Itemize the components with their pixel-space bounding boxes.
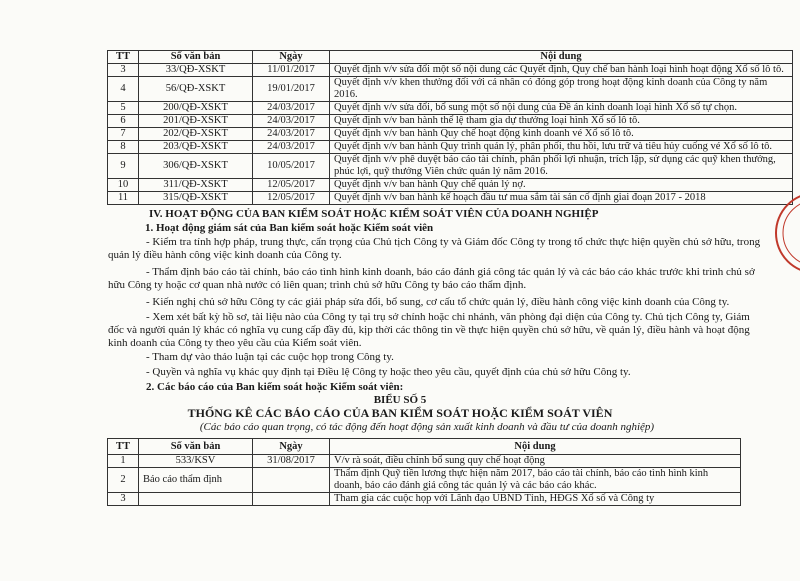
cell-tt: 8: [108, 141, 139, 154]
cell-doc-number: [139, 493, 253, 506]
cell-doc-number: 306/QĐ-XSKT: [139, 154, 253, 179]
seal-ring: [776, 193, 800, 273]
cell-doc-number: 203/QĐ-XSKT: [139, 141, 253, 154]
table-header-row: [108, 51, 793, 64]
header-content: Nội dung: [330, 51, 793, 64]
header-doc-number: Số văn bản: [139, 439, 253, 455]
header-date: Ngày: [253, 439, 330, 455]
cell-content: Quyết định v/v ban hành Quy chế hoạt động kinh doanh vé Xổ số lô tô.: [330, 128, 793, 141]
cell-doc-number: 200/QĐ-XSKT: [139, 102, 253, 115]
cell-doc-number: 311/QĐ-XSKT: [139, 179, 253, 192]
cell-tt: 3: [108, 64, 139, 77]
cell-doc-number: 315/QĐ-XSKT: [139, 192, 253, 205]
table-row: [108, 128, 793, 141]
table-row: [108, 179, 793, 192]
cell-date: 12/05/2017: [253, 179, 330, 192]
decisions-table: [107, 50, 793, 205]
cell-tt: 10: [108, 179, 139, 192]
cell-tt: 11: [108, 192, 139, 205]
cell-tt: 9: [108, 154, 139, 179]
cell-doc-number: 533/KSV: [139, 455, 253, 468]
cell-content: Tham gia các cuộc họp với Lãnh đạo UBND Tỉnh, HĐGS Xổ số và Công ty: [330, 493, 741, 506]
cell-date: [253, 468, 330, 493]
cell-date: 24/03/2017: [253, 102, 330, 115]
reports-table: [107, 438, 741, 506]
cell-content: V/v rà soát, điều chỉnh bổ sung quy chế hoạt động: [330, 455, 741, 468]
header-doc-number: Số văn bản: [139, 51, 253, 64]
report-note: (Các báo cáo quan trọng, có tác động đến hoạt động sản xuất kinh doanh và đầu tư của doanh nghiệp): [199, 421, 655, 433]
cell-content: Quyết định v/v ban hành kế hoạch đầu tư mua sắm tài sản cố định giai đoạn 2017 - 2018: [330, 192, 793, 205]
table-header-row: [108, 439, 741, 455]
table-row: [108, 468, 741, 493]
header-date: Ngày: [253, 51, 330, 64]
cell-doc-number: Báo cáo thẩm định: [139, 468, 253, 493]
paragraph-3: - Kiến nghị chủ sở hữu Công ty các giải pháp sửa đổi, bổ sung, cơ cấu tổ chức quản lý, điều hành công việc kinh doanh của Công ty.: [146, 296, 730, 308]
table-row: [108, 102, 793, 115]
table-row: [108, 77, 793, 102]
cell-tt: 4: [108, 77, 139, 102]
cell-content: Quyết định v/v khen thưởng đối với cá nhân có đóng góp trong hoạt động kinh doanh của Công ty năm 2016.: [330, 77, 793, 102]
paragraph-1: - Kiểm tra tính hợp pháp, trung thực, cẩn trọng của Chủ tịch Công ty và Giám đốc Công ty trong tổ chức thực hiện quyền chủ sở hữu, trong quản lý điều hành công việc kinh doanh của Công ty.: [108, 236, 761, 261]
header-tt: TT: [108, 51, 139, 64]
cell-content: Quyết định v/v ban hành thể lệ tham gia dự thưởng loại hình Xổ số lô tô.: [330, 115, 793, 128]
table-row: [108, 192, 793, 205]
cell-doc-number: 202/QĐ-XSKT: [139, 128, 253, 141]
paragraph-4: - Xem xét bất kỳ hồ sơ, tài liệu nào của Công ty tại trụ sở chính hoặc chi nhánh, văn phòng đại diện của Công ty. Chủ tịch Công ty, Giám đốc và người quản lý khác có nghĩa vụ cung cấp đầy đủ, kịp thời các thông tin về thực hiện quyền chủ sở hữu, về quản lý, điều hành và hoạt động kinh doanh của Công ty theo yêu cầu của Kiểm soát viên.: [108, 311, 750, 349]
cell-tt: 1: [108, 455, 139, 468]
paragraph-2: - Thẩm định báo cáo tài chính, báo cáo tình hình kinh doanh, báo cáo đánh giá công tác quản lý và các báo cáo khác trước khi trình chủ sở hữu Công ty hoặc cơ quan nhà nước có liên quan; trình chủ sở hữu Công ty báo cáo thẩm định.: [108, 266, 755, 291]
table-row: [108, 455, 741, 468]
subsection-heading-2: 2. Các báo cáo của Ban kiểm soát hoặc Kiểm soát viên:: [146, 381, 404, 393]
cell-date: 24/03/2017: [253, 115, 330, 128]
cell-tt: 5: [108, 102, 139, 115]
cell-date: 24/03/2017: [253, 141, 330, 154]
cell-date: 31/08/2017: [253, 455, 330, 468]
report-title: THỐNG KÊ CÁC BÁO CÁO CỦA BAN KIỂM SOÁT HOẶC KIỂM SOÁT VIÊN: [187, 406, 613, 420]
cell-content: Quyết định v/v phê duyệt báo cáo tài chính, phân phối lợi nhuận, trích lập, sử dụng các quỹ khen thưởng, phúc lợi, quỹ thưởng Viên chức quản lý năm 2016.: [330, 154, 793, 179]
seal-inner-ring: [783, 200, 800, 266]
table-row: [108, 154, 793, 179]
cell-tt: 2: [108, 468, 139, 493]
cell-content: Quyết định v/v sửa đổi một số nội dung các Quyết định, Quy chế ban hành loại hình hoạt động Xổ số lô tô.: [330, 64, 793, 77]
subsection-heading-1: 1. Hoạt động giám sát của Ban kiểm soát hoặc Kiểm soát viên: [145, 222, 434, 234]
bieu-label: BIỂU SỐ 5: [373, 394, 427, 406]
cell-tt: 7: [108, 128, 139, 141]
table-row: [108, 141, 793, 154]
cell-doc-number: 33/QĐ-XSKT: [139, 64, 253, 77]
cell-date: 19/01/2017: [253, 77, 330, 102]
cell-tt: 3: [108, 493, 139, 506]
cell-tt: 6: [108, 115, 139, 128]
cell-content: Quyết định v/v ban hành Quy trình quản lý, phân phối, thu hồi, lưu trữ và tiêu hủy cuống vé Xổ số lô tô.: [330, 141, 793, 154]
cell-date: 12/05/2017: [253, 192, 330, 205]
cell-doc-number: 56/QĐ-XSKT: [139, 77, 253, 102]
paragraph-5: - Tham dự vào thảo luận tại các cuộc họp trong Công ty.: [146, 351, 394, 363]
paragraph-6: - Quyền và nghĩa vụ khác quy định tại Điều lệ Công ty hoặc theo yêu cầu, quyết định của chủ sở hữu Công ty.: [146, 366, 631, 378]
cell-content: Quyết định v/v sửa đổi, bổ sung một số nội dung của Đề án kinh doanh loại hình Xổ số tự chọn.: [330, 102, 793, 115]
cell-content: Thẩm định Quỹ tiền lương thực hiện năm 2017, báo cáo tài chính, báo cáo tình hình kinh doanh, báo cáo đánh giá công tác quản lý và các báo cáo khác.: [330, 468, 741, 493]
cell-content: Quyết định v/v ban hành Quy chế quản lý nợ.: [330, 179, 793, 192]
cell-date: 11/01/2017: [253, 64, 330, 77]
header-tt: TT: [108, 439, 139, 455]
section-heading: IV. HOẠT ĐỘNG CỦA BAN KIỂM SOÁT HOẶC KIỂM SOÁT VIÊN CỦA DOANH NGHIỆP: [149, 208, 599, 220]
table-row: [108, 493, 741, 506]
cell-doc-number: 201/QĐ-XSKT: [139, 115, 253, 128]
table-row: [108, 64, 793, 77]
cell-date: 10/05/2017: [253, 154, 330, 179]
company-seal: [760, 188, 800, 278]
header-content: Nội dung: [330, 439, 741, 455]
table-row: [108, 115, 793, 128]
cell-date: 24/03/2017: [253, 128, 330, 141]
cell-date: [253, 493, 330, 506]
